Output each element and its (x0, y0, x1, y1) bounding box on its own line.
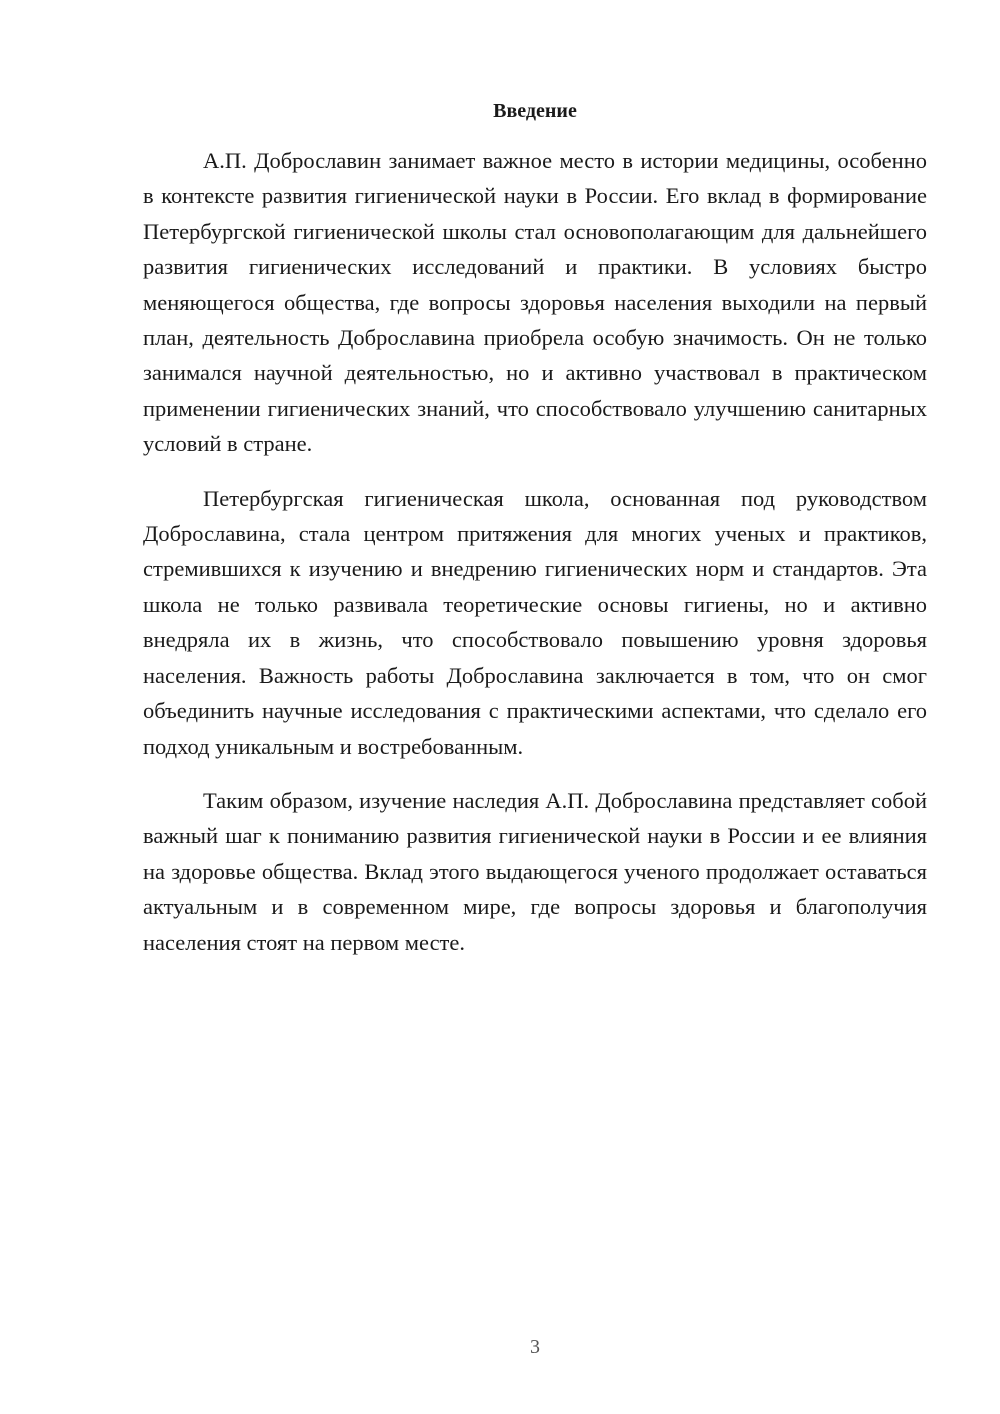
paragraph-3: Таким образом, изучение наследия А.П. Доброславина представляет собой важный шаг к пониманию развития гигиенической науки в России и ее влияния на здоровье общества. Вклад этого выдающегося ученого продолжает оставаться актуальным и в современном мире, где вопросы здоровья и благополучия населения стоят на первом месте. (143, 787, 927, 955)
document-body (143, 143, 927, 979)
paragraph-2: Петербургская гигиеническая школа, основанная под руководством Доброславина, стала центром притяжения для многих ученых и практиков, стремившихся к изучению и внедрению гигиенических норм и стандартов. Эта школа не только развивала теоретические основы гигиены, но и активно внедряла их в жизнь, что способствовало повышению уровня здоровья населения. Важность работы Доброславина заключается в том, что он смог объединить научные исследования с практическими аспектами, что сделало его подход уникальным и востребованным. (143, 485, 927, 759)
paragraph-1: А.П. Доброславин занимает важное место в истории медицины, особенно в контексте развития гигиенической науки в России. Его вклад в формирование Петербургской гигиенической школы стал основополагающим для дальнейшего развития гигиенических исследований и практики. В условиях быстро меняющегося общества, где вопросы здоровья населения выходили на первый план, деятельность Доброславина приобрела особую значимость. Он не только занимался научной деятельностью, но и активно участвовал в практическом применении гигиенических знаний, что способствовало улучшению санитарных условий в стране. (143, 148, 927, 457)
page-number: 3 (530, 1336, 540, 1358)
page-title: Введение (493, 100, 577, 122)
